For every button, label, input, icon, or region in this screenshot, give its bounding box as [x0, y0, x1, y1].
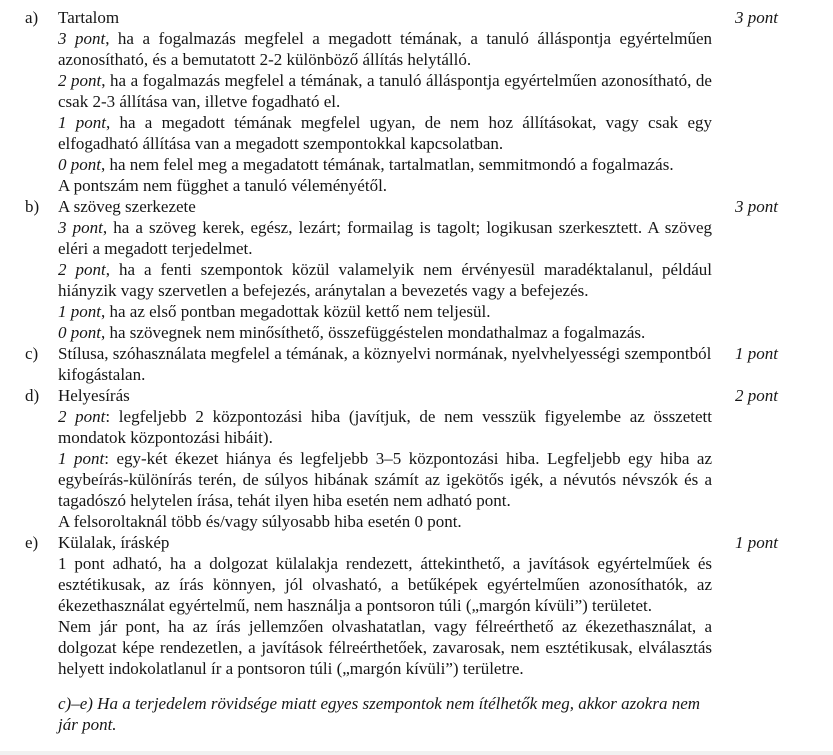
section-content — [58, 343, 712, 385]
point-value-lead: 0 pont — [58, 155, 101, 174]
rubric-note — [58, 175, 712, 196]
point-value-lead: 2 pont — [58, 407, 106, 426]
criterion-text: Nem jár pont, ha az írás jellemzően olvashatatlan, vagy félreérthető az ékezethasználat, a dolgozat képe rendezetlen, a javítások félreérthetőek, zavarosak, nem esztétikusak, elválasztás helyett indokolatlanul ír a pontsoron túli („margón kívüli”) területre. — [58, 617, 712, 678]
rubric-criterion — [58, 406, 712, 448]
criterion-text: A felsoroltaknál több és/vagy súlyosabb hiba esetén 0 pont. — [58, 512, 462, 531]
points-label: 2 pont — [735, 386, 778, 405]
criterion-text: Stílusa, szóhasználata megfelel a témának, a köznyelvi normának, nyelvhelyességi szempontból kifogástalan. — [58, 344, 712, 384]
point-value-lead: 1 pont — [58, 113, 106, 132]
criterion-text: , ha szövegnek nem minősíthető, összefüggéstelen mondathalmaz a fogalmazás. — [100, 323, 646, 342]
section-content — [58, 385, 712, 532]
criterion-text: , ha a fogalmazás megfelel a témának, a tanuló álláspontja egyértelműen azonosítható, de csak 2-3 állítása van, illetve fogadható el. — [58, 71, 712, 111]
section-title: Helyesírás — [58, 386, 130, 405]
rubric-criterion — [58, 259, 712, 301]
rubric-criterion — [58, 553, 712, 616]
rubric-criterion — [58, 322, 712, 343]
points-label: 1 pont — [735, 533, 778, 552]
point-value-lead: 0 pont — [58, 323, 101, 342]
point-value-lead: 2 pont — [58, 260, 106, 279]
section-marker: e) — [25, 533, 39, 552]
section-tartalom — [0, 7, 833, 196]
section-marker: b) — [25, 197, 40, 216]
criterion-text: , ha a megadott témának megfelel ugyan, de nem hoz állításokat, vagy csak egy elfogadható állítása van a megadott szempontokkal kapcsolatban. — [58, 113, 712, 153]
criterion-text: , ha a fogalmazás megfelel a megadott témának, a tanuló álláspontja egyértelműen azonosítható, és a bemutatott 2-2 különböző állítás helytálló. — [58, 29, 712, 69]
criterion-text: : egy-két ékezet hiánya és legfeljebb 3–5 központozási hiba. Legfeljebb egy hiba az egybeírás-különírás terén, de súlyos hibának számít az igekötős igék, a névutós névszók és a tagadószó helytelen írása, tehát ilyen hiba esetén nem adható pont. — [58, 449, 712, 510]
points-label: 3 pont — [735, 8, 778, 27]
rubric-criterion — [58, 616, 712, 679]
points-label: 1 pont — [735, 344, 778, 363]
section-helyesiras — [0, 385, 833, 532]
section-marker: a) — [25, 8, 39, 27]
section-stilus — [0, 343, 833, 385]
section-marker: d) — [25, 386, 40, 405]
criterion-text: 1 pont adható, ha a dolgozat külalakja rendezett, áttekinthető, a javítások egyértelműek és esztétikusak, az írás könnyen, jól olvasható, a betűképek egyértelműen azonosíthatók, az ékezethasználat egyértelmű, nem használja a pontsoron túli („margón kívüli”) területet. — [58, 554, 712, 615]
rubric-note — [58, 511, 712, 532]
section-kulalak — [0, 532, 833, 679]
point-value-lead: 1 pont — [58, 302, 101, 321]
point-value-lead: 3 pont — [58, 29, 106, 48]
rubric-criterion — [58, 448, 712, 511]
point-value-lead: 3 pont — [58, 218, 103, 237]
section-marker: c) — [25, 344, 39, 363]
point-value-lead: 2 pont — [58, 71, 102, 90]
rubric-criterion — [58, 154, 712, 175]
section-title: A szöveg szerkezete — [58, 197, 196, 216]
section-content — [58, 196, 712, 343]
points-label: 3 pont — [735, 197, 778, 216]
criterion-text: : legfeljebb 2 központozási hiba (javítjuk, de nem vesszük figyelembe az összetett mondatok központozási hibáit). — [58, 407, 712, 447]
section-szoveg-szerkezete — [0, 196, 833, 343]
point-value-lead: 1 pont — [58, 449, 105, 468]
rubric-criterion — [58, 28, 712, 70]
section-content — [58, 532, 712, 679]
criterion-text: , ha az első pontban megadottak közül kettő nem teljesül. — [100, 302, 491, 321]
rubric-criterion — [58, 70, 712, 112]
criterion-text: A pontszám nem függhet a tanuló véleményétől. — [58, 176, 388, 195]
criterion-text: , ha a fenti szempontok közül valamelyik nem érvényesül maradéktalanul, például hiányzik vagy szervetlen a befejezés, aránytalan a bevezetés vagy a befejezés. — [58, 260, 712, 300]
section-title: Tartalom — [58, 8, 120, 27]
scan-bottom-edge — [0, 751, 833, 755]
rubric-criterion — [58, 301, 712, 322]
rubric-criterion — [58, 112, 712, 154]
criterion-text: , ha nem felel meg a megadatott témának, tartalmatlan, semmitmondó a fogalmazás. — [100, 155, 674, 174]
rubric-criterion — [58, 217, 712, 259]
footer-note: c)–e) Ha a terjedelem rövidsége miatt egyes szempontok nem ítélhetők meg, akkor azokra nem jár pont. — [58, 694, 701, 734]
section-content — [58, 7, 712, 196]
rubric-criterion — [58, 343, 712, 385]
section-title: Külalak, íráskép — [58, 533, 170, 552]
criterion-text: , ha a szöveg kerek, egész, lezárt; formailag is tagolt; logikusan szerkesztett. A szöveg eléri a megadott terjedelmet. — [58, 218, 712, 258]
